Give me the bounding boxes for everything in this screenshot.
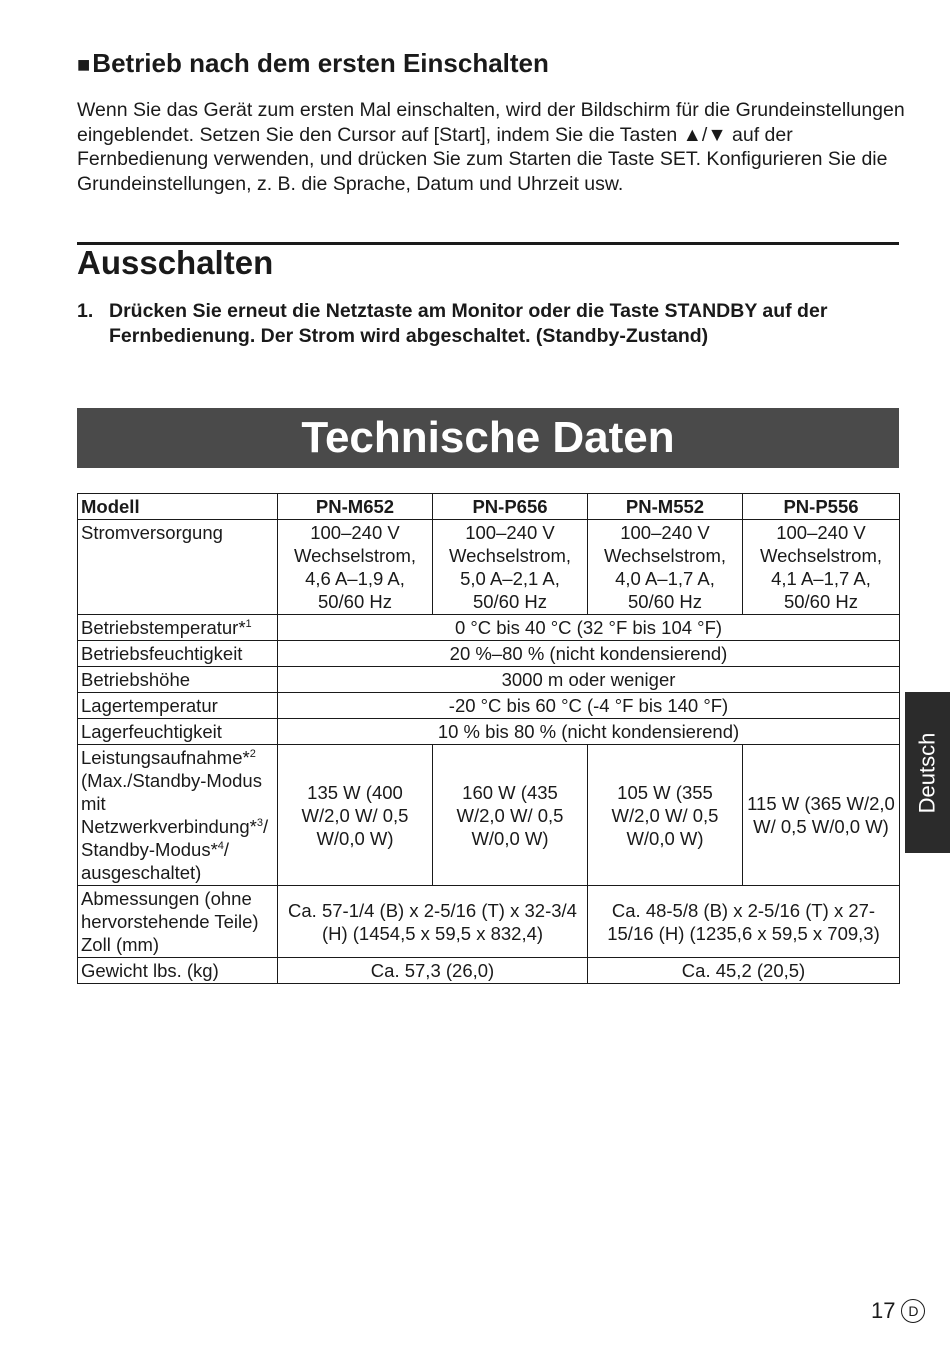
square-bullet-icon: ■ — [77, 52, 91, 77]
row-label: Betriebshöhe — [78, 667, 278, 693]
cell-value: 20 %–80 % (nicht kondensierend) — [278, 641, 900, 667]
cell-value: -20 °C bis 60 °C (-4 °F bis 140 °F) — [278, 693, 900, 719]
cell-value: 100–240 V Wechselstrom, 4,0 A–1,7 A, 50/60 Hz — [588, 520, 743, 615]
row-label: Leistungsaufnahme*$^2$ (Max./Standby-Modus mit Netzwerkverbindung*$^3$/ Standby-Modus*$^4$/ ausgeschaltet) — [78, 745, 278, 886]
table-row-operating-temperature — [78, 615, 900, 641]
row-label: Abmessungen (ohne hervorstehende Teile) Zoll (mm) — [78, 886, 278, 958]
table-row-weight — [78, 958, 900, 984]
side-tab-label: Deutsch — [914, 732, 940, 813]
header-pn-p656: PN-P656 — [433, 494, 588, 520]
cell-value: 115 W (365 W/2,0 W/ 0,5 W/0,0 W) — [743, 745, 900, 886]
page-number — [871, 1298, 925, 1324]
footnote-marker: 4 — [217, 839, 224, 852]
table-row-storage-temperature — [78, 693, 900, 719]
cell-value: Ca. 57,3 (26,0) — [278, 958, 588, 984]
section-heading-first-power-on — [77, 48, 549, 79]
page-number-value: 17 — [871, 1298, 896, 1323]
cell-value: 3000 m oder weniger — [278, 667, 900, 693]
cell-value: Ca. 57-1/4 (B) x 2-5/16 (T) x 32-3/4 (H) (1454,5 x 59,5 x 832,4) — [278, 886, 588, 958]
section-heading-power-off: Ausschalten — [77, 244, 274, 281]
specifications-table — [77, 493, 900, 984]
cell-value: 0 °C bis 40 °C (32 °F bis 104 °F) — [278, 615, 900, 641]
header-pn-m552: PN-M552 — [588, 494, 743, 520]
table-row-storage-humidity — [78, 719, 900, 745]
cell-value: 100–240 V Wechselstrom, 4,6 A–1,9 A, 50/60 Hz — [278, 520, 433, 615]
language-side-tab — [905, 692, 950, 853]
footnote-marker: 3 — [256, 816, 263, 829]
cell-value: 100–240 V Wechselstrom, 4,1 A–1,7 A, 50/60 Hz — [743, 520, 900, 615]
table-header-row — [78, 494, 900, 520]
header-model: Modell — [78, 494, 278, 520]
cell-value: Ca. 45,2 (20,5) — [588, 958, 900, 984]
header-pn-p556: PN-P556 — [743, 494, 900, 520]
table-row-operating-altitude — [78, 667, 900, 693]
cell-value: 135 W (400 W/2,0 W/ 0,5 W/0,0 W) — [278, 745, 433, 886]
row-label: Betriebstemperatur*$^1$ — [78, 615, 278, 641]
step-text: Drücken Sie erneut die Netztaste am Monitor oder die Taste STANDBY auf der Fernbedienung. Der Strom wird abgeschaltet. (Standby-Zustand) — [109, 300, 828, 347]
row-label: Lagerfeuchtigkeit — [78, 719, 278, 745]
header-pn-m652: PN-M652 — [278, 494, 433, 520]
cell-value: 10 % bis 80 % (nicht kondensierend) — [278, 719, 900, 745]
row-label: Stromversorgung — [78, 520, 278, 615]
specifications-banner: Technische Daten — [77, 408, 899, 468]
row-label: Gewicht lbs. (kg) — [78, 958, 278, 984]
footnote-marker: 2 — [249, 747, 256, 760]
step-number: 1. — [77, 300, 94, 322]
intro-paragraph: Wenn Sie das Gerät zum ersten Mal einschalten, wird der Bildschirm für die Grundeinstellungen eingeblendet. Setzen Sie den Cursor auf [Start], indem Sie die Tasten ▲/▼ auf der Fernbedienung verwenden, und drücken Sie zum Starten die Taste SET. Konfigurieren Sie die Grundeinstellungen, z. B. die Sprache, Datum und Uhrzeit usw. — [77, 99, 905, 195]
footnote-marker: 1 — [245, 617, 252, 630]
table-row-operating-humidity — [78, 641, 900, 667]
cell-value: 105 W (355 W/2,0 W/ 0,5 W/0,0 W) — [588, 745, 743, 886]
cell-value: Ca. 48-5/8 (B) x 2-5/16 (T) x 27-15/16 (H) (1235,6 x 59,5 x 709,3) — [588, 886, 900, 958]
power-off-step — [77, 299, 907, 348]
cell-value: 100–240 V Wechselstrom, 5,0 A–2,1 A, 50/60 Hz — [433, 520, 588, 615]
table-row-power-consumption — [78, 745, 900, 886]
row-label: Lagertemperatur — [78, 693, 278, 719]
language-marker-icon: D — [901, 1299, 925, 1323]
table-row-dimensions — [78, 886, 900, 958]
cell-value: 160 W (435 W/2,0 W/ 0,5 W/0,0 W) — [433, 745, 588, 886]
table-row-power-supply — [78, 520, 900, 615]
row-label: Betriebsfeuchtigkeit — [78, 641, 278, 667]
section-title: Betrieb nach dem ersten Einschalten — [92, 48, 549, 78]
